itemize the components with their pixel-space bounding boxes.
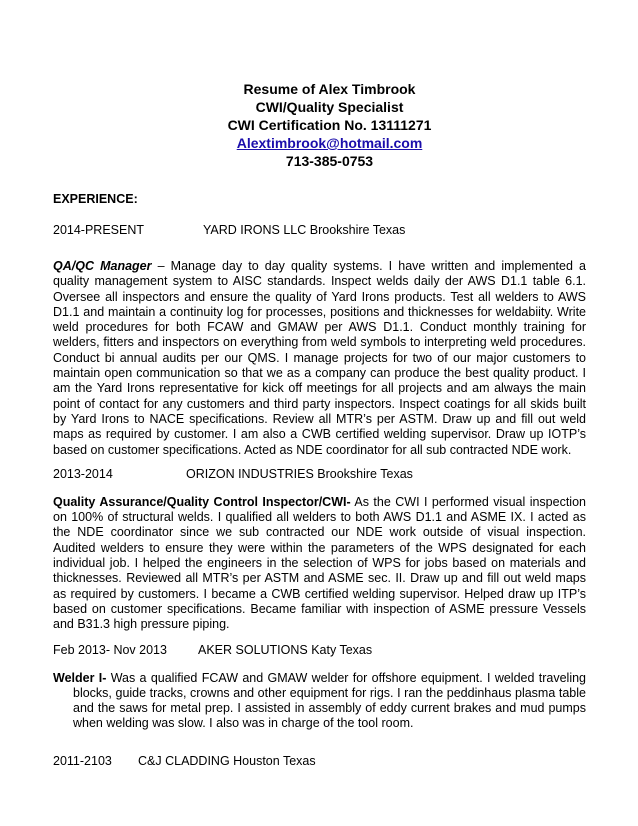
job-dates: 2013-2014 (53, 466, 113, 481)
job-company: YARD IRONS LLC Brookshire Texas (203, 223, 406, 237)
job-details: Was a qualified FCAW and GMAW welder for offshore equipment. I welded traveling blocks, guide tracks, crowns and other equipment for rigs. I ran the peddinhaus plasma table and the saws for metal prep. I assisted in assembly of eddy current brakes and mud pumps when welding was slow. I also was in charge of the tool room. (73, 670, 586, 731)
job-description-orizon (53, 495, 586, 633)
job-details: As the CWI I performed visual inspection on 100% of structural welds. I qualified all welders to both AWS D1.1 and ASME IX. I acted as the NDE coordinator since we sub contracted our NDE work outside of visual inspection. Audited welders to ensure they were within the parameters of the WPS designated for each individual job. I helped the engineers in the selection of WPS for jobs based on materials and thicknesses. Reviewed all MTR’s per ASTM and ASME sec. II. Draw up and fill out weld maps as required by customers. I became a CWB certified welding supervisor. Helped draw up ITP’s based on customer specifications. Became familiar with inspection of ASME pressure Vessels and B31.3 high pressure piping. (53, 494, 586, 632)
certification-number: CWI Certification No. 13111271 (227, 117, 432, 133)
email-link[interactable]: Alextimbrook@hotmail.com (236, 135, 423, 151)
job-dates: 2011-2103 (53, 753, 112, 768)
experience-heading: EXPERIENCE: (53, 192, 138, 206)
job-line-orizon (53, 467, 586, 481)
job-description-yard-irons (53, 259, 586, 458)
job-company: ORIZON INDUSTRIES Brookshire Texas (186, 466, 413, 481)
job-company: C&J CLADDING Houston Texas (138, 753, 316, 768)
resume-title: Resume of Alex Timbrook (243, 81, 416, 97)
job-details: – Manage day to day quality systems. I have written and implemented a quality management system to AISC standards. Inspect welds daily der AWS D1.1 table 6.1. Oversee all inspectors and ensure the quality of Yard Irons products. Test all welders to AWS D1.1 and maintain a continuity log for processes, positions and thicknesses for weldabiity. Write weld procedures for both FCAW and GMAW per AWS D1.1. Conduct monthly training for welders, fitters and inspectors on everything from weld symbols to interpreting weld procedures. Conduct bi annual audits per our QMS. I manage projects for two of our major customers to maintain open communication so that we as a company can produce the best quality product. I am the Yard Irons representative for kick off meetings for all projects and am always the main point of contact for any customers and third party inspectors. Inspect coatings for all skids built by Yard Irons to NACE specifications. Review all MTR’s per ASTM. Draw up and fill out weld maps as required by customer. I am also a CWB certified welding supervisor. Draw up IOTP’s based on customer specifications. Acted as NDE coordinator for all sub contracted NDE work. (53, 259, 586, 457)
resume-header (53, 80, 586, 170)
phone-number: 713-385-0753 (285, 153, 374, 169)
job-company: AKER SOLUTIONS Katy Texas (198, 642, 373, 657)
job-role: Quality Assurance/Quality Control Inspector/CWI- (53, 494, 351, 509)
job-line-aker (53, 643, 586, 657)
job-role: QA/QC Manager (53, 259, 152, 273)
resume-subtitle: CWI/Quality Specialist (255, 99, 404, 115)
job-dates: Feb 2013- Nov 2013 (53, 642, 167, 657)
job-line-yard-irons (53, 223, 586, 237)
job-dates: 2014-PRESENT (53, 223, 145, 237)
job-description-aker (53, 671, 586, 732)
job-line-cj-cladding (53, 754, 586, 768)
job-role: Welder I- (53, 670, 107, 685)
